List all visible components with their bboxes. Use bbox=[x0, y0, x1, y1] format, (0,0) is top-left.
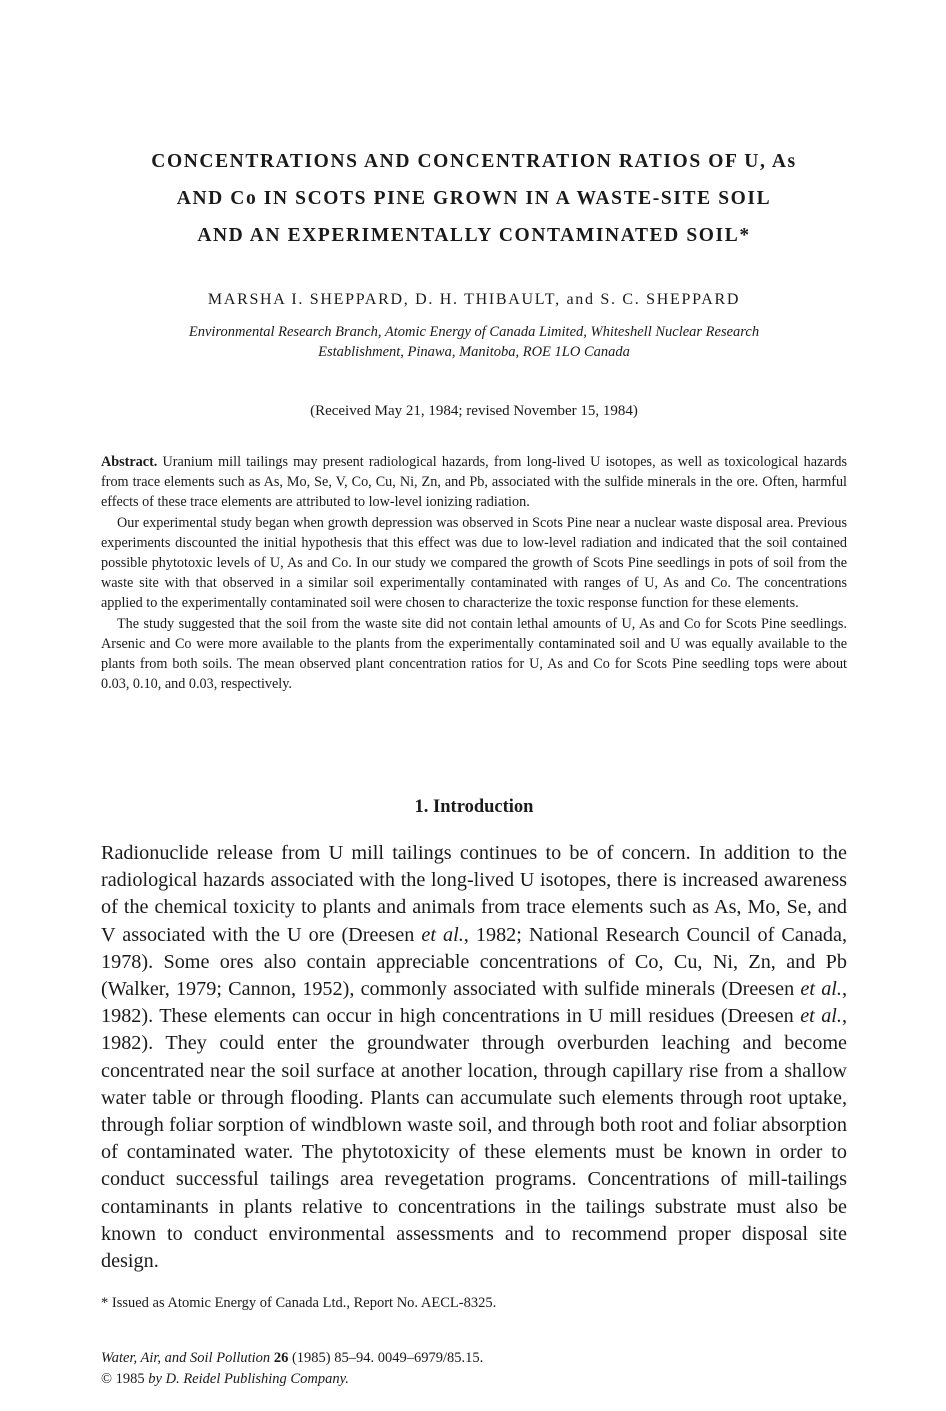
journal-info bbox=[101, 1348, 847, 1390]
intro-text-4: , 1982). They could enter the groundwater through overburden leaching and become concentrated near the soil surface at another location, through capillary rise from a shallow water table or through flooding. Plants can accumulate such elements through root uptake, through foliar sorption of windblown waste soil, and through both root and foliar absorption of contaminated water. The phytotoxicity of these elements must be known in order to conduct successful tailings area revegetation programs. Concentrations of mill-tailings contaminants in plants relative to concentrations in the tailings substrate must also be known to conduct environmental assessments and to recommend proper disposal site design. bbox=[101, 1005, 847, 1273]
abstract-paragraph-1 bbox=[101, 452, 847, 513]
intro-citation-etal-1: et al. bbox=[421, 923, 464, 946]
intro-citation-etal-3: et al. bbox=[800, 1005, 842, 1028]
publisher-name: by D. Reidel Publishing Company. bbox=[148, 1371, 349, 1387]
abstract-text-1: Uranium mill tailings may present radiological hazards, from long-lived U isotopes, as well as toxicological hazards from trace elements such as As, Mo, Se, V, Co, Cu, Ni, Zn, and Pb, associated with the sulfide minerals in the ore. Often, harmful effects of these trace elements are attributed to low-level ionizing radiation. bbox=[101, 454, 847, 511]
journal-volume: 26 bbox=[273, 1350, 289, 1366]
intro-text-3: , 1982). These elements can occur in high concentrations in U mill residues (Dreesen bbox=[101, 978, 847, 1028]
abstract-paragraph-3: The study suggested that the soil from the waste site did not contain lethal amounts of U, As and Co for Scots Pine seedlings. Arsenic and Co were more available to the plants from the experimentally contaminated soil and U was equally available to the plants from both soils. The mean observed plant concentration ratios for U, As and Co for Scots Pine seedling tops were about 0.03, 0.10, and 0.03, respectively. bbox=[101, 615, 847, 693]
title-line-1: CONCENTRATIONS AND CONCENTRATION RATIOS OF U, As bbox=[151, 151, 797, 172]
affiliation-line-1: Environmental Research Branch, Atomic Energy of Canada Limited, Whiteshell Nuclear Research bbox=[188, 324, 760, 340]
copyright-year: © 1985 bbox=[101, 1371, 149, 1387]
intro-citation-etal-2: et al. bbox=[800, 978, 842, 1001]
title-line-2: AND Co IN SCOTS PINE GROWN IN A WASTE-SITE SOIL bbox=[176, 188, 772, 209]
journal-citation bbox=[101, 1348, 847, 1369]
affiliation bbox=[100, 322, 848, 362]
title-line-3: AND AN EXPERIMENTALLY CONTAMINATED SOIL* bbox=[197, 225, 751, 246]
journal-details: (1985) 85–94. 0049–6979/85.15. bbox=[288, 1350, 484, 1366]
introduction-paragraph bbox=[101, 840, 847, 1275]
intro-text-1: Radionuclide release from U mill tailings continues to be of concern. In addition to the radiological hazards associated with the long-lived U isotopes, there is increased awareness of the chemical toxicity to plants and animals from trace elements such as As, Mo, Se, and V associated with the U ore (Dreesen bbox=[101, 842, 847, 946]
journal-name: Water, Air, and Soil Pollution bbox=[101, 1350, 271, 1366]
author-list: MARSHA I. SHEPPARD, D. H. THIBAULT, and S. C. SHEPPARD bbox=[207, 291, 741, 308]
copyright-line bbox=[101, 1369, 847, 1390]
intro-text-2: , 1982; National Research Council of Canada, 1978). Some ores also contain appreciable concentrations of Co, Cu, Ni, Zn, and Pb (Walker, 1979; Cannon, 1952), commonly associated with sulfide minerals (Dreesen bbox=[101, 923, 848, 1001]
abstract bbox=[101, 452, 847, 694]
section-heading: 1. Introduction bbox=[414, 797, 534, 817]
affiliation-line-2: Establishment, Pinawa, Manitoba, ROE 1LO Canada bbox=[318, 344, 630, 360]
footnote: * Issued as Atomic Energy of Canada Ltd., Report No. AECL-8325. bbox=[101, 1295, 497, 1311]
paper-title bbox=[100, 143, 848, 254]
abstract-label: Abstract. bbox=[101, 454, 158, 470]
abstract-paragraph-2: Our experimental study began when growth depression was observed in Scots Pine near a nuclear waste disposal area. Previous experiments discounted the initial hypothesis that this effect was due to low-level radiation and indicated that the soil contained possible phytotoxic levels of U, As and Co. In our study we compared the growth of Scots Pine seedlings in pots of soil from the waste site with that observed in a similar soil experimentally contaminated with ranges of U, As and Co. The concentrations applied to the experimentally contaminated soil were chosen to characterize the toxic response function for these elements. bbox=[101, 514, 847, 612]
received-dates: (Received May 21, 1984; revised November 15, 1984) bbox=[310, 403, 638, 419]
